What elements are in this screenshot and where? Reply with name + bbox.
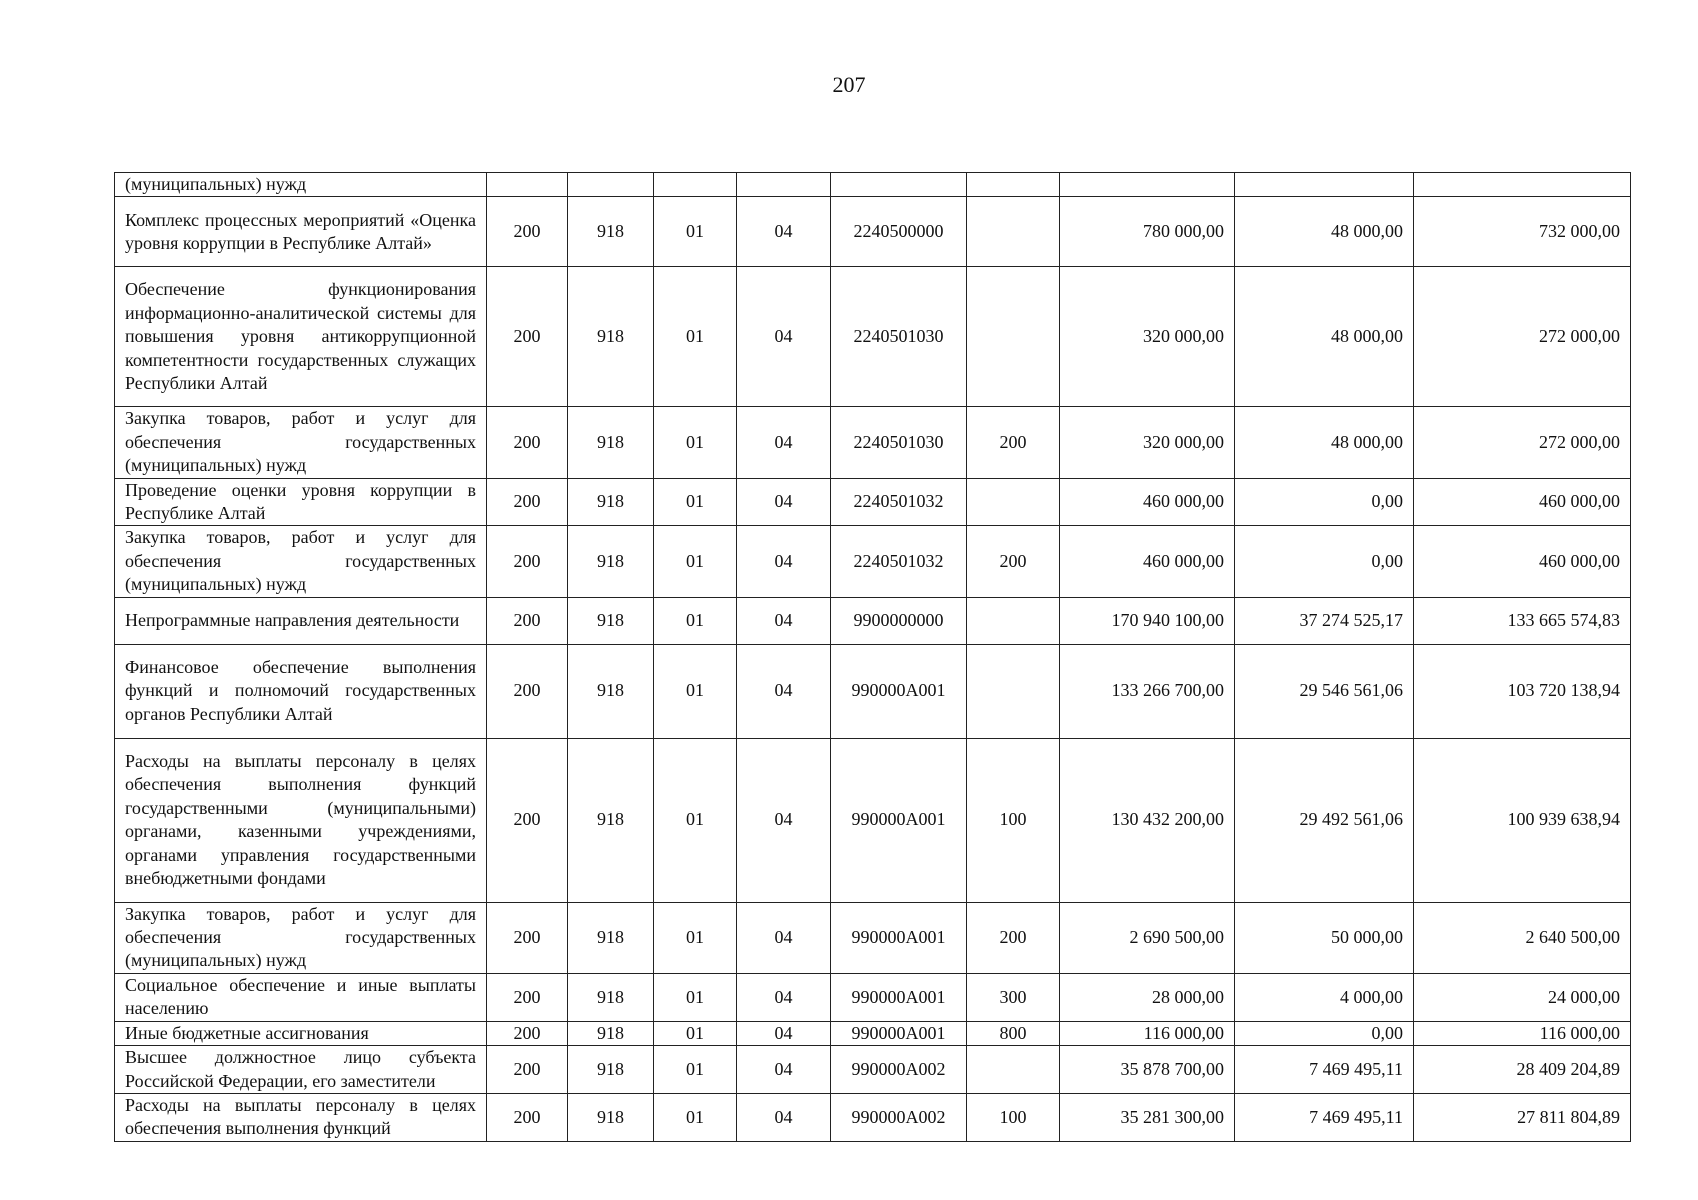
cell-section: 01 bbox=[654, 902, 737, 973]
cell-subsection: 04 bbox=[737, 973, 831, 1021]
cell-ministry: 918 bbox=[568, 597, 654, 644]
cell-amount-plan: 2 690 500,00 bbox=[1060, 902, 1235, 973]
cell-name: Иные бюджетные ассигнования bbox=[115, 1021, 487, 1045]
cell-target-article: 990000А001 bbox=[831, 1021, 967, 1045]
cell-code: 200 bbox=[487, 973, 568, 1021]
cell-subsection: 04 bbox=[737, 597, 831, 644]
cell-code: 200 bbox=[487, 526, 568, 597]
cell-code: 200 bbox=[487, 267, 568, 407]
cell-amount-remaining: 100 939 638,94 bbox=[1414, 738, 1631, 902]
cell-name: Финансовое обеспечение выполнения функций и полномочий государственных органов Республики Алтай bbox=[115, 644, 487, 738]
cell-expense-type: 300 bbox=[967, 973, 1060, 1021]
cell-subsection: 04 bbox=[737, 1093, 831, 1141]
cell-amount-executed: 7 469 495,11 bbox=[1235, 1046, 1414, 1094]
cell-section: 01 bbox=[654, 407, 737, 478]
cell-name: Непрограммные направления деятельности bbox=[115, 597, 487, 644]
cell-amount-remaining: 460 000,00 bbox=[1414, 478, 1631, 526]
cell-expense-type: 100 bbox=[967, 1093, 1060, 1141]
cell-amount-remaining: 103 720 138,94 bbox=[1414, 644, 1631, 738]
table-row bbox=[115, 173, 1631, 197]
cell-amount-executed bbox=[1235, 173, 1414, 197]
cell-target-article: 2240501030 bbox=[831, 407, 967, 478]
cell-expense-type: 200 bbox=[967, 407, 1060, 478]
cell-expense-type bbox=[967, 173, 1060, 197]
cell-amount-plan: 780 000,00 bbox=[1060, 197, 1235, 267]
cell-amount-remaining: 2 640 500,00 bbox=[1414, 902, 1631, 973]
cell-amount-plan: 28 000,00 bbox=[1060, 973, 1235, 1021]
cell-amount-executed: 0,00 bbox=[1235, 478, 1414, 526]
cell-target-article: 990000А001 bbox=[831, 902, 967, 973]
cell-target-article: 990000А001 bbox=[831, 644, 967, 738]
cell-section: 01 bbox=[654, 597, 737, 644]
cell-amount-plan: 320 000,00 bbox=[1060, 407, 1235, 478]
cell-code: 200 bbox=[487, 407, 568, 478]
cell-expense-type bbox=[967, 478, 1060, 526]
cell-target-article: 2240501030 bbox=[831, 267, 967, 407]
cell-amount-plan bbox=[1060, 173, 1235, 197]
cell-subsection bbox=[737, 173, 831, 197]
cell-ministry: 918 bbox=[568, 1093, 654, 1141]
cell-section: 01 bbox=[654, 1021, 737, 1045]
cell-amount-remaining: 28 409 204,89 bbox=[1414, 1046, 1631, 1094]
cell-name: Социальное обеспечение и иные выплаты населению bbox=[115, 973, 487, 1021]
cell-amount-remaining: 24 000,00 bbox=[1414, 973, 1631, 1021]
cell-name: Закупка товаров, работ и услуг для обеспечения государственных (муниципальных) нужд bbox=[115, 526, 487, 597]
cell-amount-executed: 4 000,00 bbox=[1235, 973, 1414, 1021]
cell-amount-executed: 48 000,00 bbox=[1235, 197, 1414, 267]
table-row bbox=[115, 973, 1631, 1021]
table-row bbox=[115, 1093, 1631, 1141]
cell-target-article: 2240501032 bbox=[831, 526, 967, 597]
cell-subsection: 04 bbox=[737, 267, 831, 407]
cell-amount-remaining: 116 000,00 bbox=[1414, 1021, 1631, 1045]
cell-amount-executed: 0,00 bbox=[1235, 1021, 1414, 1045]
cell-section: 01 bbox=[654, 1093, 737, 1141]
cell-target-article: 990000А001 bbox=[831, 973, 967, 1021]
cell-ministry: 918 bbox=[568, 1021, 654, 1045]
cell-name: Высшее должностное лицо субъекта Российской Федерации, его заместители bbox=[115, 1046, 487, 1094]
cell-ministry bbox=[568, 173, 654, 197]
cell-target-article: 990000А001 bbox=[831, 738, 967, 902]
cell-name: Закупка товаров, работ и услуг для обеспечения государственных (муниципальных) нужд bbox=[115, 902, 487, 973]
cell-subsection: 04 bbox=[737, 1046, 831, 1094]
cell-amount-remaining bbox=[1414, 173, 1631, 197]
cell-amount-executed: 48 000,00 bbox=[1235, 267, 1414, 407]
cell-amount-remaining: 460 000,00 bbox=[1414, 526, 1631, 597]
cell-amount-executed: 29 492 561,06 bbox=[1235, 738, 1414, 902]
cell-amount-plan: 320 000,00 bbox=[1060, 267, 1235, 407]
cell-target-article: 2240501032 bbox=[831, 478, 967, 526]
cell-amount-executed: 50 000,00 bbox=[1235, 902, 1414, 973]
cell-amount-executed: 7 469 495,11 bbox=[1235, 1093, 1414, 1141]
cell-code: 200 bbox=[487, 644, 568, 738]
cell-name: Обеспечение функционирования информационно-аналитической системы для повышения уровня антикоррупционной компетентности государственных служащих Республики Алтай bbox=[115, 267, 487, 407]
cell-expense-type: 200 bbox=[967, 526, 1060, 597]
cell-amount-plan: 460 000,00 bbox=[1060, 478, 1235, 526]
cell-ministry: 918 bbox=[568, 1046, 654, 1094]
cell-expense-type bbox=[967, 197, 1060, 267]
cell-expense-type: 100 bbox=[967, 738, 1060, 902]
cell-name: Закупка товаров, работ и услуг для обеспечения государственных (муниципальных) нужд bbox=[115, 407, 487, 478]
cell-expense-type bbox=[967, 1046, 1060, 1094]
cell-subsection: 04 bbox=[737, 407, 831, 478]
cell-amount-plan: 35 878 700,00 bbox=[1060, 1046, 1235, 1094]
cell-code: 200 bbox=[487, 597, 568, 644]
cell-name: Расходы на выплаты персоналу в целях обеспечения выполнения функций bbox=[115, 1093, 487, 1141]
cell-amount-executed: 29 546 561,06 bbox=[1235, 644, 1414, 738]
cell-target-article: 2240500000 bbox=[831, 197, 967, 267]
cell-section: 01 bbox=[654, 526, 737, 597]
cell-code: 200 bbox=[487, 738, 568, 902]
cell-name: Расходы на выплаты персоналу в целях обеспечения выполнения функций государственными (муниципальными) органами, казенными учреждениями, органами управления государственными внебюджетными фондами bbox=[115, 738, 487, 902]
table-row bbox=[115, 1021, 1631, 1045]
cell-amount-remaining: 732 000,00 bbox=[1414, 197, 1631, 267]
cell-subsection: 04 bbox=[737, 902, 831, 973]
table-row bbox=[115, 644, 1631, 738]
cell-ministry: 918 bbox=[568, 267, 654, 407]
cell-expense-type: 800 bbox=[967, 1021, 1060, 1045]
cell-section: 01 bbox=[654, 197, 737, 267]
table-row bbox=[115, 597, 1631, 644]
table-row bbox=[115, 197, 1631, 267]
cell-code: 200 bbox=[487, 1021, 568, 1045]
cell-subsection: 04 bbox=[737, 478, 831, 526]
cell-target-article: 990000А002 bbox=[831, 1046, 967, 1094]
cell-code: 200 bbox=[487, 197, 568, 267]
cell-target-article: 990000А002 bbox=[831, 1093, 967, 1141]
budget-table bbox=[114, 172, 1631, 1142]
cell-expense-type bbox=[967, 597, 1060, 644]
cell-ministry: 918 bbox=[568, 902, 654, 973]
cell-section: 01 bbox=[654, 478, 737, 526]
cell-section: 01 bbox=[654, 973, 737, 1021]
cell-ministry: 918 bbox=[568, 407, 654, 478]
cell-target-article: 9900000000 bbox=[831, 597, 967, 644]
table-row bbox=[115, 407, 1631, 478]
cell-target-article bbox=[831, 173, 967, 197]
table-row bbox=[115, 478, 1631, 526]
cell-amount-plan: 460 000,00 bbox=[1060, 526, 1235, 597]
cell-code: 200 bbox=[487, 1093, 568, 1141]
cell-amount-remaining: 27 811 804,89 bbox=[1414, 1093, 1631, 1141]
table-row bbox=[115, 267, 1631, 407]
table-body bbox=[115, 173, 1631, 1142]
cell-expense-type: 200 bbox=[967, 902, 1060, 973]
page-number: 207 bbox=[832, 72, 866, 97]
cell-subsection: 04 bbox=[737, 197, 831, 267]
cell-amount-plan: 35 281 300,00 bbox=[1060, 1093, 1235, 1141]
cell-ministry: 918 bbox=[568, 644, 654, 738]
cell-amount-plan: 170 940 100,00 bbox=[1060, 597, 1235, 644]
cell-subsection: 04 bbox=[737, 526, 831, 597]
cell-ministry: 918 bbox=[568, 973, 654, 1021]
cell-amount-plan: 116 000,00 bbox=[1060, 1021, 1235, 1045]
cell-name: Проведение оценки уровня коррупции в Республике Алтай bbox=[115, 478, 487, 526]
cell-subsection: 04 bbox=[737, 644, 831, 738]
cell-name: (муниципальных) нужд bbox=[115, 173, 487, 197]
cell-code: 200 bbox=[487, 478, 568, 526]
cell-ministry: 918 bbox=[568, 478, 654, 526]
cell-amount-remaining: 272 000,00 bbox=[1414, 267, 1631, 407]
table-row bbox=[115, 738, 1631, 902]
table-row bbox=[115, 1046, 1631, 1094]
cell-code: 200 bbox=[487, 1046, 568, 1094]
cell-section: 01 bbox=[654, 1046, 737, 1094]
table-row bbox=[115, 526, 1631, 597]
table-row bbox=[115, 902, 1631, 973]
cell-subsection: 04 bbox=[737, 738, 831, 902]
cell-ministry: 918 bbox=[568, 738, 654, 902]
cell-section: 01 bbox=[654, 738, 737, 902]
cell-amount-plan: 130 432 200,00 bbox=[1060, 738, 1235, 902]
cell-ministry: 918 bbox=[568, 526, 654, 597]
cell-amount-executed: 0,00 bbox=[1235, 526, 1414, 597]
cell-amount-remaining: 272 000,00 bbox=[1414, 407, 1631, 478]
cell-expense-type bbox=[967, 644, 1060, 738]
cell-amount-executed: 48 000,00 bbox=[1235, 407, 1414, 478]
cell-code bbox=[487, 173, 568, 197]
cell-amount-plan: 133 266 700,00 bbox=[1060, 644, 1235, 738]
cell-name: Комплекс процессных мероприятий «Оценка уровня коррупции в Республике Алтай» bbox=[115, 197, 487, 267]
cell-ministry: 918 bbox=[568, 197, 654, 267]
cell-section bbox=[654, 173, 737, 197]
cell-section: 01 bbox=[654, 644, 737, 738]
cell-subsection: 04 bbox=[737, 1021, 831, 1045]
cell-section: 01 bbox=[654, 267, 737, 407]
cell-amount-remaining: 133 665 574,83 bbox=[1414, 597, 1631, 644]
cell-amount-executed: 37 274 525,17 bbox=[1235, 597, 1414, 644]
cell-expense-type bbox=[967, 267, 1060, 407]
cell-code: 200 bbox=[487, 902, 568, 973]
